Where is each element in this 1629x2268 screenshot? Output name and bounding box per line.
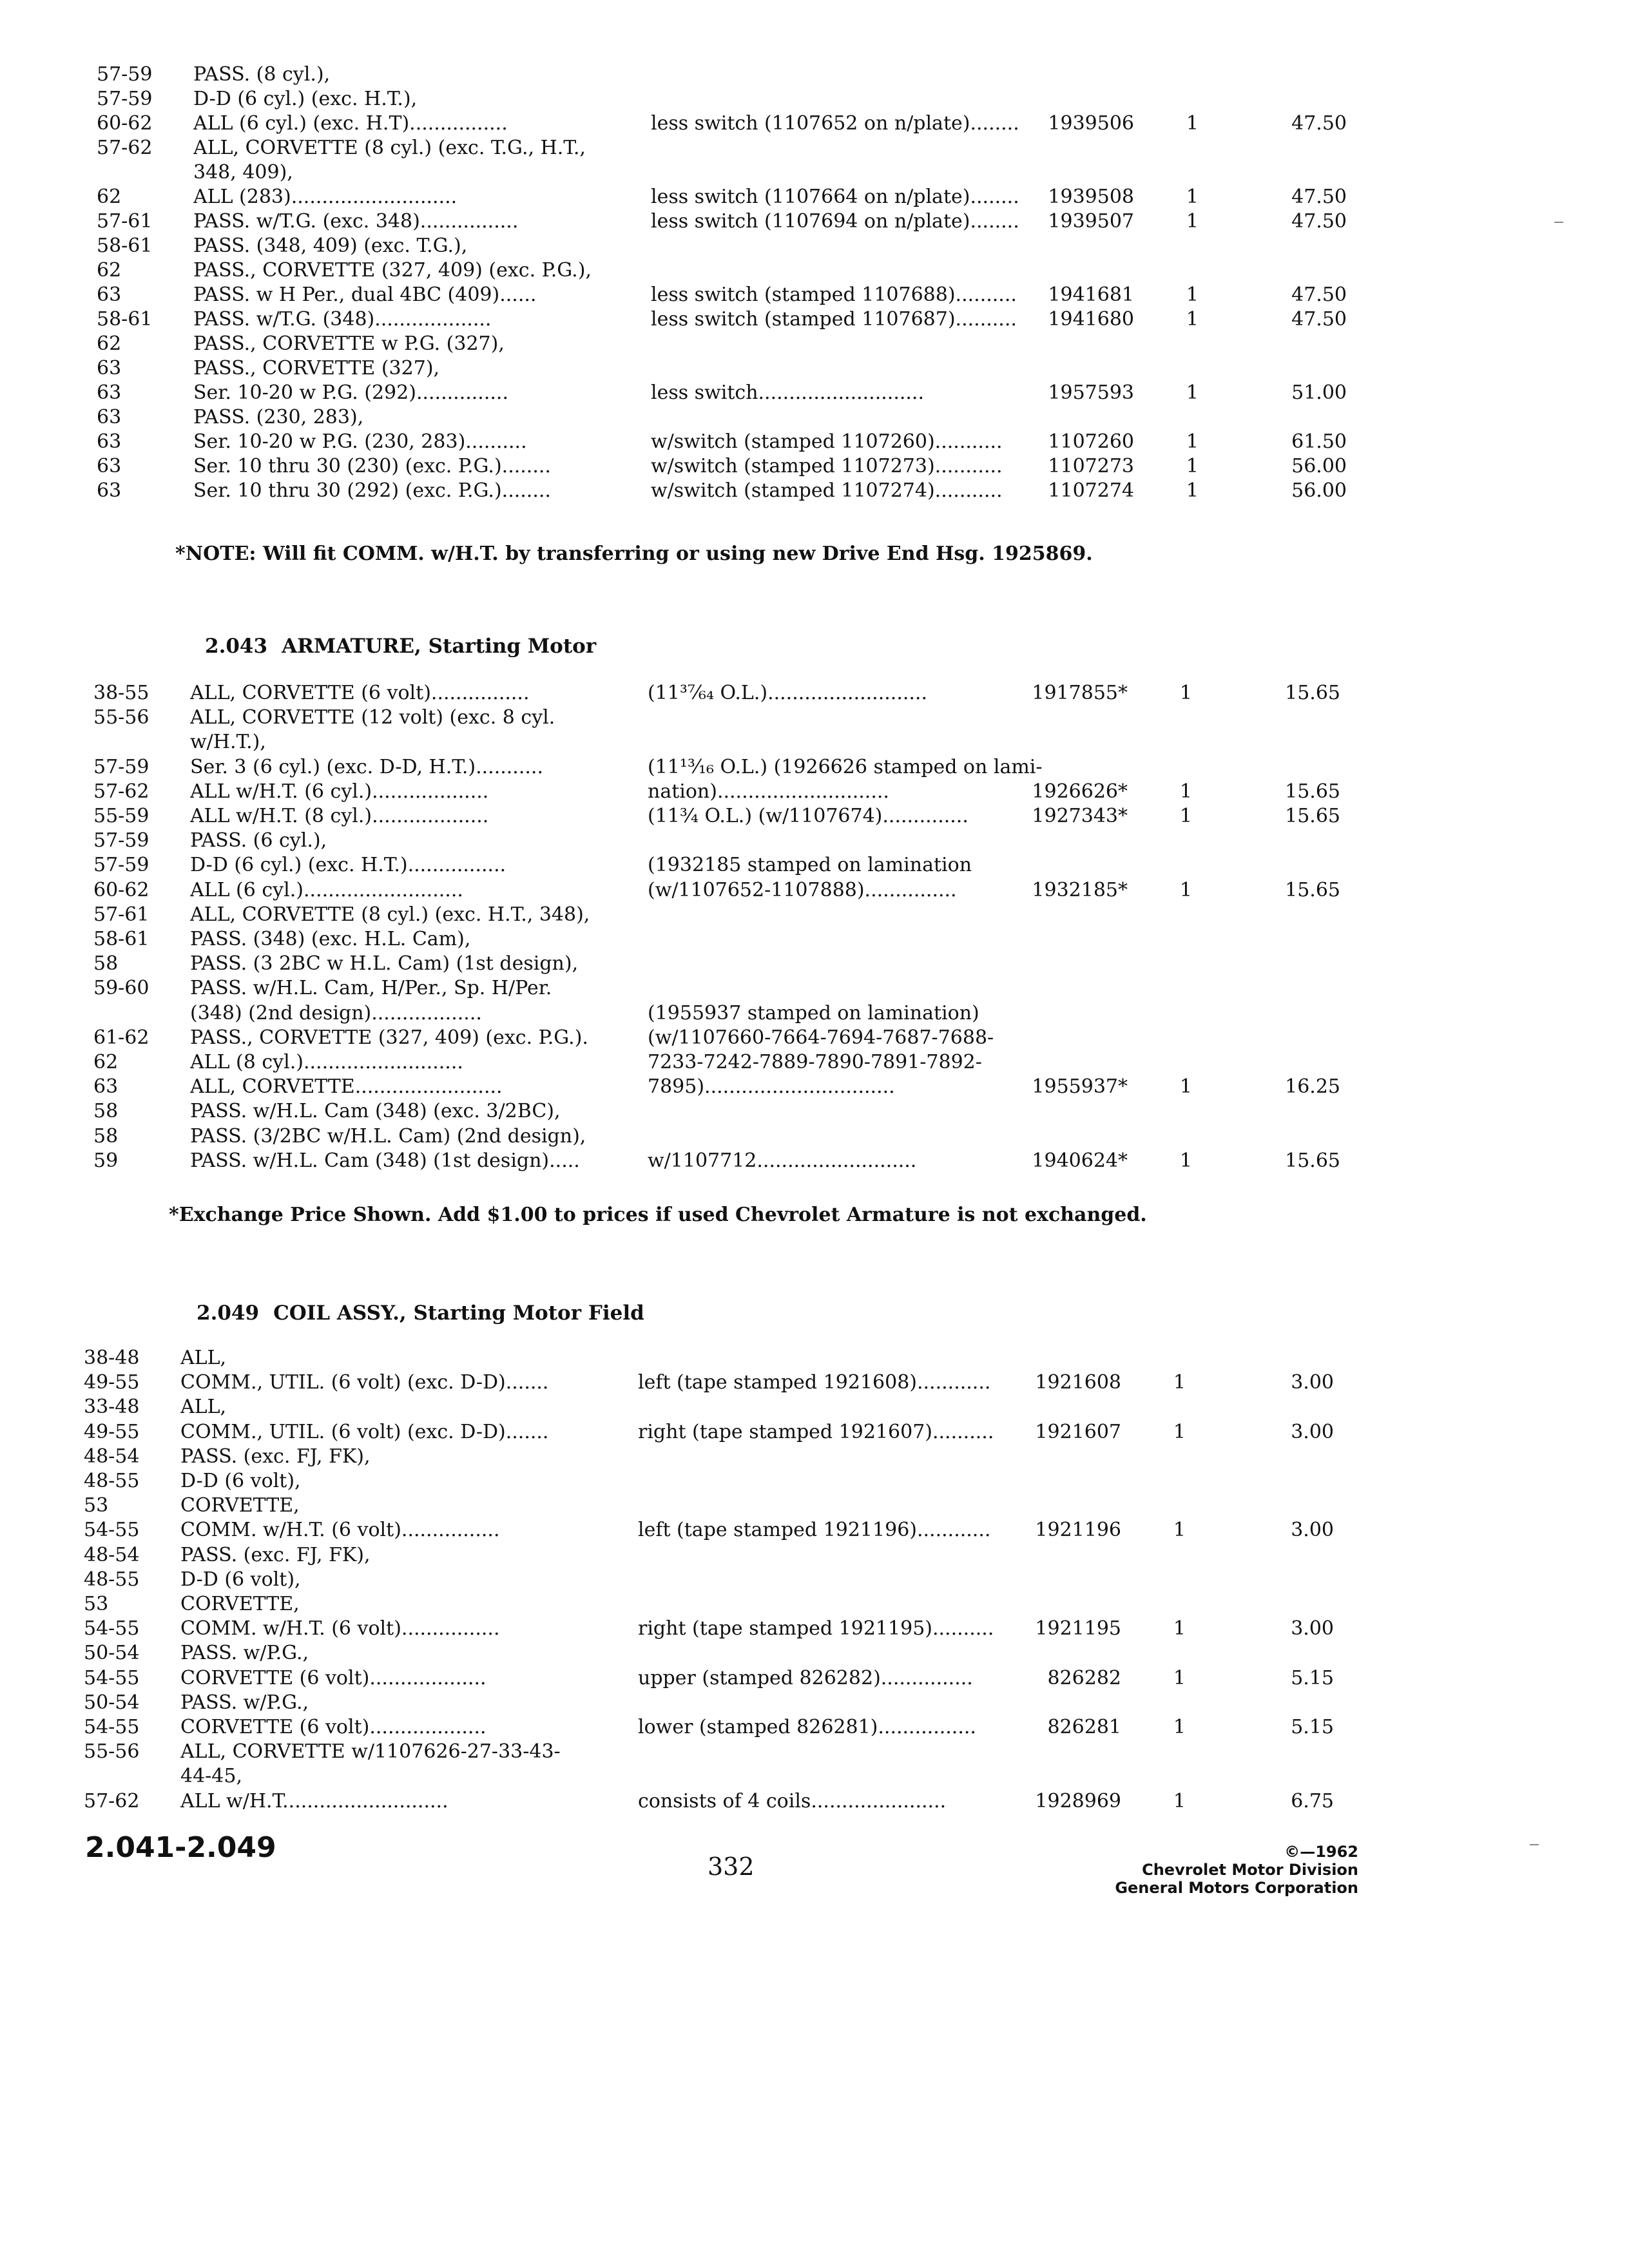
description: 7895)............................... <box>648 1075 895 1098</box>
model-years: 57-61 <box>97 210 153 233</box>
quantity: 1 <box>1186 186 1199 208</box>
application: PASS. w/H.L. Cam, H/Per., Sp. H/Per. <box>190 977 552 999</box>
model-years: 63 <box>97 455 122 477</box>
part-number: 1941680 <box>1048 308 1134 331</box>
catalog-row <box>84 1640 1334 1669</box>
model-years: 62 <box>97 332 122 355</box>
model-years: 38-48 <box>84 1347 140 1369</box>
application: ALL w/H.T. (6 cyl.)................... <box>190 780 489 803</box>
part-number: 1955937* <box>1032 1075 1128 1098</box>
application: PASS. w/T.G. (348)................... <box>193 308 492 331</box>
description: lower (stamped 826281)................ <box>638 1716 976 1738</box>
copyright-block <box>1115 1843 1358 1897</box>
description: w/1107712.......................... <box>648 1149 917 1172</box>
part-number: 1957593 <box>1048 381 1134 404</box>
list-price: 47.50 <box>1291 112 1347 135</box>
application: PASS. w/P.G., <box>180 1642 309 1664</box>
description: w/switch (stamped 1107260)........... <box>651 430 1003 453</box>
model-years: 57-59 <box>97 63 153 86</box>
model-years: 57-59 <box>93 756 149 778</box>
catalog-row <box>93 1148 1340 1177</box>
list-price: 15.65 <box>1285 1149 1340 1172</box>
application: ALL, CORVETTE........................ <box>190 1075 503 1098</box>
section-range: 2.041-2.049 <box>85 1831 276 1864</box>
application: ALL (6 cyl.) (exc. H.T)................ <box>193 112 508 135</box>
division-text: Chevrolet Motor Division <box>1142 1861 1358 1879</box>
application: ALL (8 cyl.).......................... <box>190 1051 463 1073</box>
list-price: 47.50 <box>1291 308 1347 331</box>
model-years: 57-61 <box>93 903 149 926</box>
part-number: 1107273 <box>1048 455 1134 477</box>
quantity: 1 <box>1186 112 1199 135</box>
application: PASS. (230, 283), <box>193 406 364 428</box>
model-years: 48-54 <box>84 1544 140 1566</box>
application: PASS., CORVETTE (327, 409) (exc. P.G.). <box>190 1026 588 1049</box>
section-note: *NOTE: Will fit COMM. w/H.T. by transferring or using new Drive End Hsg. 1925869. <box>175 543 1093 565</box>
application: Ser. 3 (6 cyl.) (exc. D-D, H.T.)........... <box>190 756 543 778</box>
model-years: 62 <box>93 1051 119 1073</box>
part-number: 1921607 <box>1035 1421 1121 1443</box>
application: PASS. (348) (exc. H.L. Cam), <box>190 928 471 950</box>
quantity: 1 <box>1179 805 1192 827</box>
part-number: 1939506 <box>1048 112 1134 135</box>
section-heading <box>205 635 596 658</box>
description: 7233-7242-7889-7890-7891-7892- <box>648 1051 982 1073</box>
model-years: 57-59 <box>93 829 149 852</box>
list-price: 3.00 <box>1291 1421 1334 1443</box>
part-number: 1932185* <box>1032 879 1128 901</box>
quantity: 1 <box>1173 1667 1186 1689</box>
description: (w/1107652-1107888)............... <box>648 879 957 901</box>
application: ALL w/H.T. (8 cyl.)................... <box>190 805 489 827</box>
quantity: 1 <box>1186 381 1199 404</box>
list-price: 15.65 <box>1285 805 1340 827</box>
model-years: 55-56 <box>93 706 149 729</box>
list-price: 51.00 <box>1291 381 1347 404</box>
model-years: 59-60 <box>93 977 149 999</box>
model-years: 63 <box>93 1075 119 1098</box>
model-years: 54-55 <box>84 1667 140 1689</box>
model-years: 57-62 <box>84 1790 140 1812</box>
model-years: 49-55 <box>84 1371 140 1394</box>
list-price: 15.65 <box>1285 780 1340 803</box>
section-note: *Exchange Price Shown. Add $1.00 to prices if used Chevrolet Armature is not exchanged. <box>169 1204 1147 1226</box>
application: ALL, CORVETTE w/1107626-27-33-43- <box>180 1740 561 1763</box>
copyright-text: ©—1962 <box>1284 1843 1358 1861</box>
model-years: 57-62 <box>97 137 153 159</box>
application: Ser. 10 thru 30 (292) (exc. P.G.)........ <box>193 479 551 502</box>
model-years: 58-61 <box>97 235 153 257</box>
model-years: 48-54 <box>84 1445 140 1468</box>
application: PASS. (3 2BC w H.L. Cam) (1st design), <box>190 952 579 975</box>
description: right (tape stamped 1921195).......... <box>638 1617 994 1640</box>
list-price: 61.50 <box>1291 430 1347 453</box>
application: ALL, <box>180 1347 227 1369</box>
model-years: 48-55 <box>84 1470 140 1492</box>
application: COMM., UTIL. (6 volt) (exc. D-D)....... <box>180 1371 549 1394</box>
model-years: 50-54 <box>84 1691 140 1714</box>
list-price: 56.00 <box>1291 479 1347 502</box>
quantity: 1 <box>1186 455 1199 477</box>
scan-mark <box>1554 222 1563 223</box>
application: PASS. (exc. FJ, FK), <box>180 1544 371 1566</box>
application: PASS., CORVETTE w P.G. (327), <box>193 332 505 355</box>
model-years: 54-55 <box>84 1519 140 1541</box>
model-years: 58 <box>93 1100 119 1122</box>
corporation-text: General Motors Corporation <box>1115 1879 1358 1897</box>
description: (11³⁷⁄₆₄ O.L.).......................... <box>648 682 928 704</box>
model-years: 63 <box>97 406 122 428</box>
list-price: 3.00 <box>1291 1519 1334 1541</box>
part-number: 1940624* <box>1032 1149 1128 1172</box>
section-number: 2.043 <box>205 635 268 658</box>
application: ALL, CORVETTE (8 cyl.) (exc. T.G., H.T., <box>193 137 586 159</box>
model-years: 63 <box>97 284 122 306</box>
list-price: 5.15 <box>1291 1667 1334 1689</box>
catalog-row <box>93 975 1340 1004</box>
part-number: 1917855* <box>1032 682 1128 704</box>
description: left (tape stamped 1921196)............ <box>638 1519 991 1541</box>
part-number: 826282 <box>1047 1667 1121 1689</box>
quantity: 1 <box>1173 1421 1186 1443</box>
application: COMM. w/H.T. (6 volt)................ <box>180 1617 500 1640</box>
application: PASS. w H Per., dual 4BC (409)...... <box>193 284 537 306</box>
description: less switch (1107652 on n/plate)........ <box>651 112 1019 135</box>
application: ALL, <box>180 1396 227 1418</box>
application: COMM. w/H.T. (6 volt)................ <box>180 1519 500 1541</box>
list-price: 6.75 <box>1291 1790 1334 1812</box>
model-years: 57-59 <box>93 854 149 876</box>
model-years: 55-56 <box>84 1740 140 1763</box>
application: PASS. w/T.G. (exc. 348)................ <box>193 210 519 233</box>
description: consists of 4 coils...................... <box>638 1790 947 1812</box>
model-years: 63 <box>97 381 122 404</box>
list-price: 5.15 <box>1291 1716 1334 1738</box>
application: PASS., CORVETTE (327), <box>193 357 440 380</box>
application: PASS. (348, 409) (exc. T.G.), <box>193 235 468 257</box>
quantity: 1 <box>1179 780 1192 803</box>
application: PASS. (6 cyl.), <box>190 829 327 852</box>
model-years: 49-55 <box>84 1421 140 1443</box>
application: Ser. 10 thru 30 (230) (exc. P.G.)........ <box>193 455 551 477</box>
application: PASS., CORVETTE (327, 409) (exc. P.G.), <box>193 259 592 282</box>
application: PASS. (exc. FJ, FK), <box>180 1445 371 1468</box>
catalog-row <box>84 1517 1334 1546</box>
application: Ser. 10-20 w P.G. (292)............... <box>193 381 508 404</box>
application: CORVETTE, <box>180 1593 300 1615</box>
description: less switch........................... <box>651 381 924 404</box>
model-years: 58 <box>93 1125 119 1148</box>
description: w/switch (stamped 1107273)........... <box>651 455 1003 477</box>
description: nation)............................ <box>648 780 889 803</box>
scan-mark <box>1530 1844 1539 1845</box>
quantity: 1 <box>1179 1149 1192 1172</box>
description: (11¾ O.L.) (w/1107674).............. <box>648 805 969 827</box>
catalog-row <box>84 1763 1334 1792</box>
application: D-D (6 cyl.) (exc. H.T.), <box>193 88 418 110</box>
model-years: 48-55 <box>84 1568 140 1591</box>
application: ALL (283)........................... <box>193 186 458 208</box>
model-years: 60-62 <box>97 112 153 135</box>
quantity: 1 <box>1173 1519 1186 1541</box>
quantity: 1 <box>1179 879 1192 901</box>
quantity: 1 <box>1173 1790 1186 1812</box>
application: w/H.T.), <box>190 731 266 753</box>
quantity: 1 <box>1179 682 1192 704</box>
description: right (tape stamped 1921607).......... <box>638 1421 994 1443</box>
list-price: 15.65 <box>1285 879 1340 901</box>
catalog-row <box>84 1789 1334 1817</box>
quantity: 1 <box>1173 1371 1186 1394</box>
application: D-D (6 volt), <box>180 1470 301 1492</box>
application: PASS. (3/2BC w/H.L. Cam) (2nd design), <box>190 1125 586 1148</box>
application: PASS. w/P.G., <box>180 1691 309 1714</box>
application: CORVETTE (6 volt)................... <box>180 1716 487 1738</box>
catalog-row <box>93 852 1340 881</box>
quantity: 1 <box>1173 1617 1186 1640</box>
model-years: 58-61 <box>93 928 149 950</box>
model-years: 57-62 <box>93 780 149 803</box>
model-years: 60-62 <box>93 879 149 901</box>
description: left (tape stamped 1921608)............ <box>638 1371 991 1394</box>
section-title: COIL ASSY., Starting Motor Field <box>273 1302 644 1325</box>
description: less switch (1107694 on n/plate)........ <box>651 210 1019 233</box>
list-price: 47.50 <box>1291 186 1347 208</box>
part-number: 826281 <box>1047 1716 1121 1738</box>
model-years: 53 <box>84 1494 109 1517</box>
model-years: 59 <box>93 1149 119 1172</box>
catalog-row <box>97 478 1347 506</box>
catalog-row <box>93 729 1340 758</box>
description: less switch (stamped 1107688).......... <box>651 284 1017 306</box>
quantity: 1 <box>1186 308 1199 331</box>
model-years: 62 <box>97 259 122 282</box>
section-heading <box>197 1302 644 1325</box>
application: PASS. w/H.L. Cam (348) (exc. 3/2BC), <box>190 1100 561 1122</box>
model-years: 62 <box>97 186 122 208</box>
model-years: 63 <box>97 479 122 502</box>
list-price: 3.00 <box>1291 1617 1334 1640</box>
quantity: 1 <box>1186 430 1199 453</box>
application: Ser. 10-20 w P.G. (230, 283).......... <box>193 430 527 453</box>
description: less switch (stamped 1107687).......... <box>651 308 1017 331</box>
description: less switch (1107664 on n/plate)........ <box>651 186 1019 208</box>
catalog-row <box>84 1394 1334 1423</box>
page-number: 332 <box>708 1852 755 1881</box>
part-number: 1107274 <box>1048 479 1134 502</box>
quantity: 1 <box>1186 210 1199 233</box>
quantity: 1 <box>1186 479 1199 502</box>
model-years: 58-61 <box>97 308 153 331</box>
list-price: 47.50 <box>1291 210 1347 233</box>
description: (1932185 stamped on lamination <box>648 854 972 876</box>
application: ALL, CORVETTE (12 volt) (exc. 8 cyl. <box>190 706 555 729</box>
application: D-D (6 cyl.) (exc. H.T.)................ <box>190 854 506 876</box>
catalog-row <box>93 1099 1340 1127</box>
list-price: 3.00 <box>1291 1371 1334 1394</box>
application: ALL, CORVETTE (6 volt)................ <box>190 682 530 704</box>
model-years: 50-54 <box>84 1642 140 1664</box>
part-number: 1939508 <box>1048 186 1134 208</box>
description: (w/1107660-7664-7694-7687-7688- <box>648 1026 994 1049</box>
application: ALL, CORVETTE (8 cyl.) (exc. H.T., 348), <box>190 903 590 926</box>
part-number: 1941681 <box>1048 284 1134 306</box>
model-years: 63 <box>97 430 122 453</box>
application: PASS. w/H.L. Cam (348) (1st design)..... <box>190 1149 580 1172</box>
application: ALL (6 cyl.).......................... <box>190 879 463 901</box>
section-title: ARMATURE, Starting Motor <box>282 635 597 658</box>
model-years: 61-62 <box>93 1026 149 1049</box>
model-years: 58 <box>93 952 119 975</box>
list-price: 15.65 <box>1285 682 1340 704</box>
application: 44-45, <box>180 1765 243 1787</box>
quantity: 1 <box>1173 1716 1186 1738</box>
part-number: 1928969 <box>1035 1790 1121 1812</box>
part-number: 1926626* <box>1032 780 1128 803</box>
description: (1955937 stamped on lamination) <box>648 1002 979 1024</box>
application: ALL w/H.T........................... <box>180 1790 448 1812</box>
application: COMM., UTIL. (6 volt) (exc. D-D)....... <box>180 1421 549 1443</box>
application: D-D (6 volt), <box>180 1568 301 1591</box>
application: (348) (2nd design).................. <box>190 1002 482 1024</box>
description: w/switch (stamped 1107274)........... <box>651 479 1003 502</box>
application: CORVETTE, <box>180 1494 300 1517</box>
description: (11¹³⁄₁₆ O.L.) (1926626 stamped on lami- <box>648 756 1043 778</box>
model-years: 55-59 <box>93 805 149 827</box>
description: upper (stamped 826282)............... <box>638 1667 973 1689</box>
quantity: 1 <box>1179 1075 1192 1098</box>
part-number: 1921196 <box>1035 1519 1121 1541</box>
application: PASS. (8 cyl.), <box>193 63 331 86</box>
part-number: 1107260 <box>1048 430 1134 453</box>
model-years: 54-55 <box>84 1716 140 1738</box>
model-years: 57-59 <box>97 88 153 110</box>
list-price: 16.25 <box>1285 1075 1340 1098</box>
list-price: 47.50 <box>1291 284 1347 306</box>
model-years: 54-55 <box>84 1617 140 1640</box>
part-number: 1921195 <box>1035 1617 1121 1640</box>
part-number: 1939507 <box>1048 210 1134 233</box>
model-years: 53 <box>84 1593 109 1615</box>
list-price: 56.00 <box>1291 455 1347 477</box>
model-years: 33-48 <box>84 1396 140 1418</box>
part-number: 1927343* <box>1032 805 1128 827</box>
model-years: 38-55 <box>93 682 149 704</box>
model-years: 63 <box>97 357 122 380</box>
section-number: 2.049 <box>197 1302 260 1325</box>
application: 348, 409), <box>193 161 293 184</box>
quantity: 1 <box>1186 284 1199 306</box>
part-number: 1921608 <box>1035 1371 1121 1394</box>
application: CORVETTE (6 volt)................... <box>180 1667 487 1689</box>
